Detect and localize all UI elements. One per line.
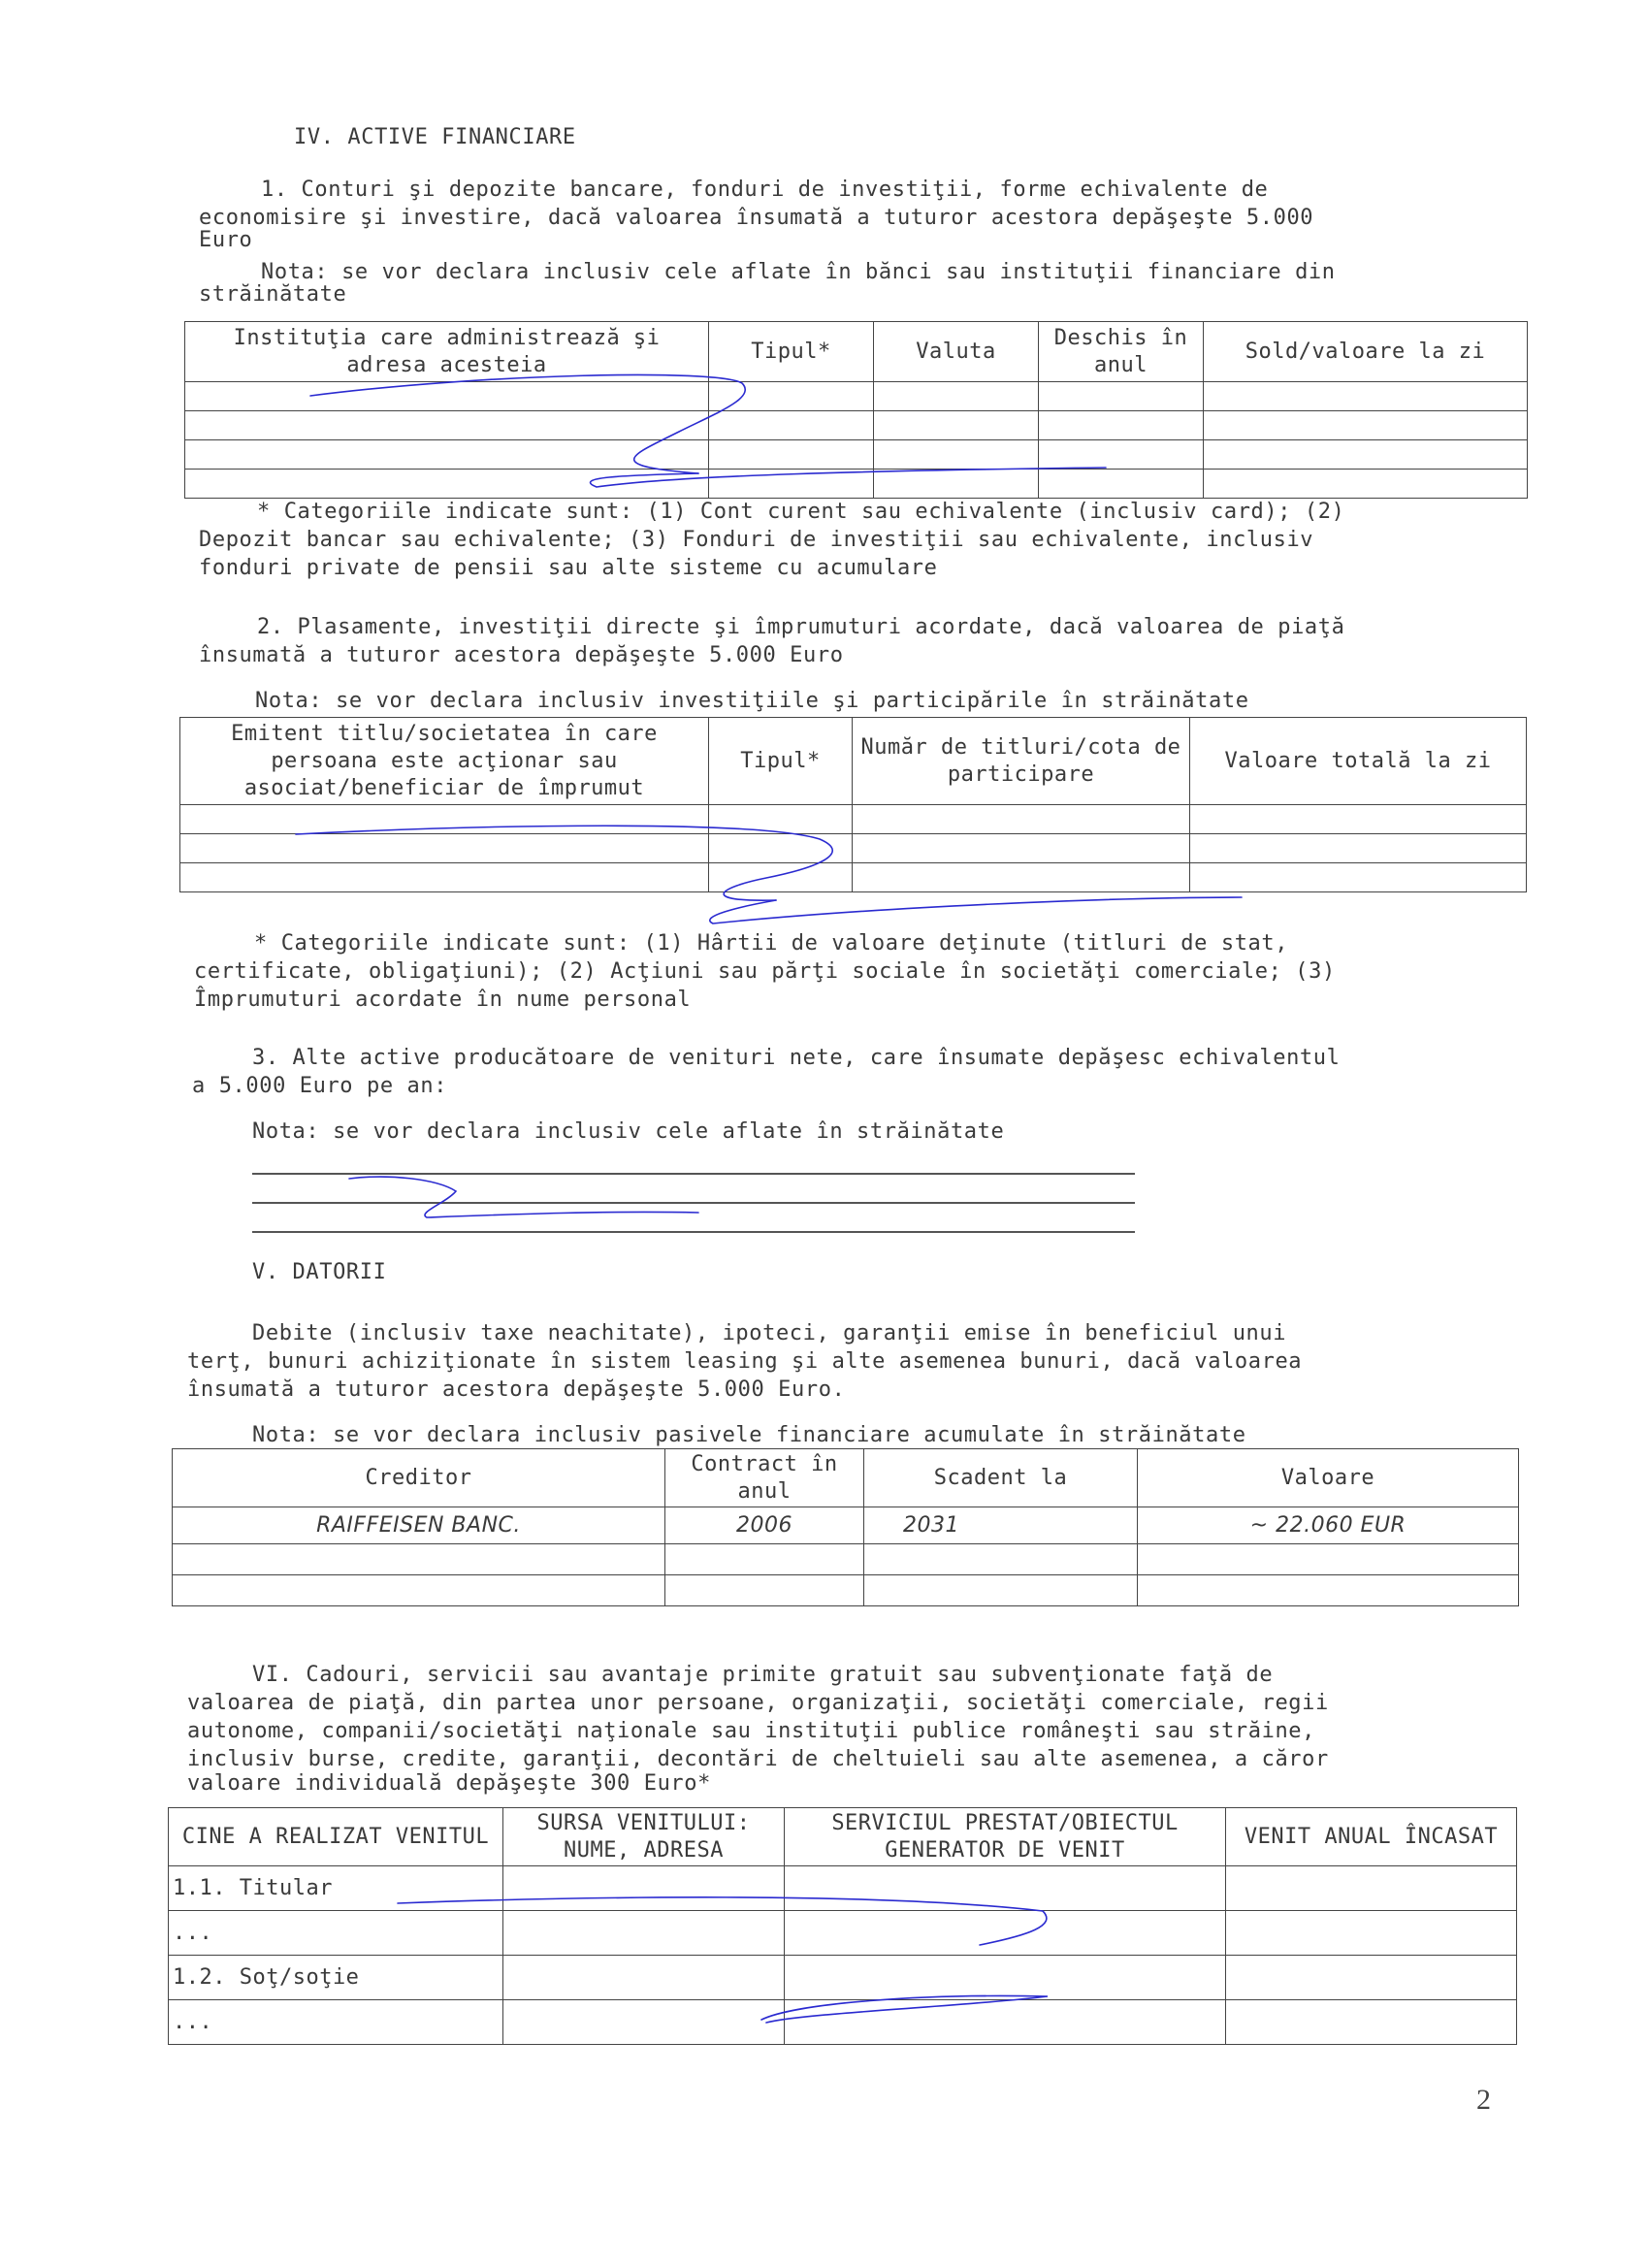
cancel-stroke — [349, 1177, 698, 1217]
col-header-currency: Valuta — [874, 322, 1039, 382]
handwritten-creditor: RAIFFEISEN BANC. — [173, 1507, 665, 1544]
table-row — [173, 1507, 1519, 1544]
col-header-due: Scadent la — [864, 1449, 1138, 1507]
col-header-contract-year: Contract în anul — [665, 1449, 864, 1507]
text-line: a 5.000 Euro pe an: — [192, 1074, 448, 1098]
text-line: străinătate — [199, 282, 347, 307]
section-iv-paragraph-1 — [199, 176, 1504, 254]
bank-accounts-table — [184, 321, 1528, 499]
col-header-issuer: Emitent titlu/societatea în care persoana este acţionar sau asociat/beneficiar de împrumut — [180, 718, 709, 805]
section-v-paragraph — [187, 1319, 1513, 1404]
text-line: * Categoriile indicate sunt: (1) Hârtii de valoare deţinute (titluri de stat, — [254, 931, 1289, 956]
text-line: Depozit bancar sau echivalente; (3) Fonduri de investiţii sau echivalente, inclusiv — [199, 528, 1314, 552]
table-header-row — [169, 1808, 1517, 1866]
cancel-stroke — [710, 897, 1242, 923]
table-header-row — [173, 1449, 1519, 1507]
blank-line — [252, 1202, 1135, 1204]
col-header-creditor: Creditor — [173, 1449, 665, 1507]
table-row — [173, 1575, 1519, 1606]
col-header-annual-income: VENIT ANUAL ÎNCASAT — [1226, 1808, 1517, 1866]
table-row — [169, 1956, 1517, 2000]
blank-line — [252, 1231, 1135, 1233]
text-line: 3. Alte active producătoare de venituri nete, care însumate depăşesc echivalentul — [252, 1046, 1341, 1070]
table-row — [185, 470, 1528, 499]
text-line: certificate, obligaţiuni); (2) Acţiuni sau părţi sociale în societăţi comerciale; (3) — [194, 959, 1336, 984]
section-iv-paragraph-2 — [199, 613, 1513, 669]
text-line: inclusiv burse, credite, garanţii, decontări de cheltuieli sau alte asemenea, a căror — [187, 1747, 1329, 1771]
text-line: VI. Cadouri, servicii sau avantaje primite gratuit sau subvenţionate faţă de — [252, 1663, 1274, 1687]
text-line: autonome, companii/societăţi naţionale sau instituţii publice româneşti sau străine, — [187, 1719, 1315, 1743]
handwritten-value: ~ 22.060 EUR — [1138, 1507, 1519, 1544]
text-line: 2. Plasamente, investiţii directe şi împrumuturi acordate, dacă valoarea de piaţă — [257, 615, 1345, 639]
investments-table — [179, 717, 1527, 892]
col-header-institution: Instituţia care administrează şi adresa acesteia — [185, 322, 709, 382]
col-header-shares: Număr de titluri/cota de participare — [853, 718, 1190, 805]
text-line: 1. Conturi şi depozite bancare, fonduri de investiţii, forme echivalente de — [261, 178, 1269, 202]
table-row — [180, 863, 1527, 892]
col-header-service: SERVICIUL PRESTAT/OBIECTUL GENERATOR DE VENIT — [785, 1808, 1226, 1866]
debts-table — [172, 1448, 1519, 1606]
text-line: valoare individuală depăşeşte 300 Euro* — [187, 1771, 711, 1796]
text-line: Debite (inclusiv taxe neachitate), ipoteci, garanţii emise în beneficiul unui — [252, 1321, 1287, 1345]
section-iv-note-1 — [199, 258, 1504, 308]
text-line: * Categoriile indicate sunt: (1) Cont curent sau echivalente (inclusiv card); (2) — [257, 500, 1345, 524]
col-header-type: Tipul* — [709, 718, 853, 805]
table-row — [173, 1544, 1519, 1575]
col-header-type: Tipul* — [709, 322, 874, 382]
section-vi-paragraph — [187, 1661, 1513, 1798]
section-iv-note-3: Nota: se vor declara inclusiv cele aflate în străinătate — [252, 1119, 1005, 1144]
section-iv-heading: IV. ACTIVE FINANCIARE — [294, 125, 576, 149]
table-row — [185, 440, 1528, 470]
text-line: Împrumuturi acordate în nume personal — [194, 988, 692, 1012]
text-line: terţ, bunuri achiziţionate în sistem leasing şi alte asemenea bunuri, dacă valoarea — [187, 1349, 1303, 1374]
handwritten-contract-year: 2006 — [665, 1507, 864, 1544]
page-number: 2 — [1476, 2084, 1491, 2116]
row-label: 1.2. Soţ/soţie — [169, 1956, 503, 2000]
section-v-heading: V. DATORII — [252, 1260, 387, 1284]
table-row — [169, 1866, 1517, 1911]
table-row — [169, 1911, 1517, 1956]
row-label: ... — [169, 2000, 503, 2045]
text-line: valoarea de piaţă, din partea unor persoane, organizaţii, societăţi comerciale, regii — [187, 1691, 1329, 1715]
col-header-total-value: Valoare totală la zi — [1190, 718, 1527, 805]
section-v-note: Nota: se vor declara inclusiv pasivele financiare acumulate în străinătate — [252, 1423, 1246, 1447]
table-row — [180, 805, 1527, 834]
text-line: Nota: se vor declara inclusiv cele aflate în bănci sau instituţii financiare din — [261, 260, 1336, 284]
handwritten-due-year: 2031 — [864, 1507, 1138, 1544]
col-header-who: CINE A REALIZAT VENITUL — [169, 1808, 503, 1866]
table-header-row — [180, 718, 1527, 805]
col-header-value: Valoare — [1138, 1449, 1519, 1507]
row-label: 1.1. Titular — [169, 1866, 503, 1911]
text-line: însumată a tuturor acestora depăşeşte 5.000 Euro. — [187, 1377, 846, 1402]
table-row — [185, 411, 1528, 440]
footnote-1 — [199, 498, 1513, 582]
col-header-balance: Sold/valoare la zi — [1204, 322, 1528, 382]
text-line: fonduri private de pensii sau alte sisteme cu acumulare — [199, 556, 938, 580]
section-iv-paragraph-3 — [192, 1044, 1513, 1100]
table-row — [169, 2000, 1517, 2045]
section-iv-note-2: Nota: se vor declara inclusiv investiţiile şi participările în străinătate — [255, 689, 1249, 713]
table-header-row — [185, 322, 1528, 382]
blank-line — [252, 1173, 1135, 1175]
col-header-opened-year: Deschis în anul — [1039, 322, 1204, 382]
table-row — [185, 382, 1528, 411]
footnote-2 — [194, 929, 1513, 1014]
text-line: economisire şi investire, dacă valoarea însumată a tuturor acestora depăşeşte 5.000 — [199, 206, 1314, 230]
col-header-source: SURSA VENITULUI: NUME, ADRESA — [503, 1808, 785, 1866]
row-label: ... — [169, 1911, 503, 1956]
table-row — [180, 834, 1527, 863]
gifts-table — [168, 1807, 1517, 2045]
text-line: Euro — [199, 228, 253, 252]
text-line: însumată a tuturor acestora depăşeşte 5.000 Euro — [199, 643, 844, 667]
